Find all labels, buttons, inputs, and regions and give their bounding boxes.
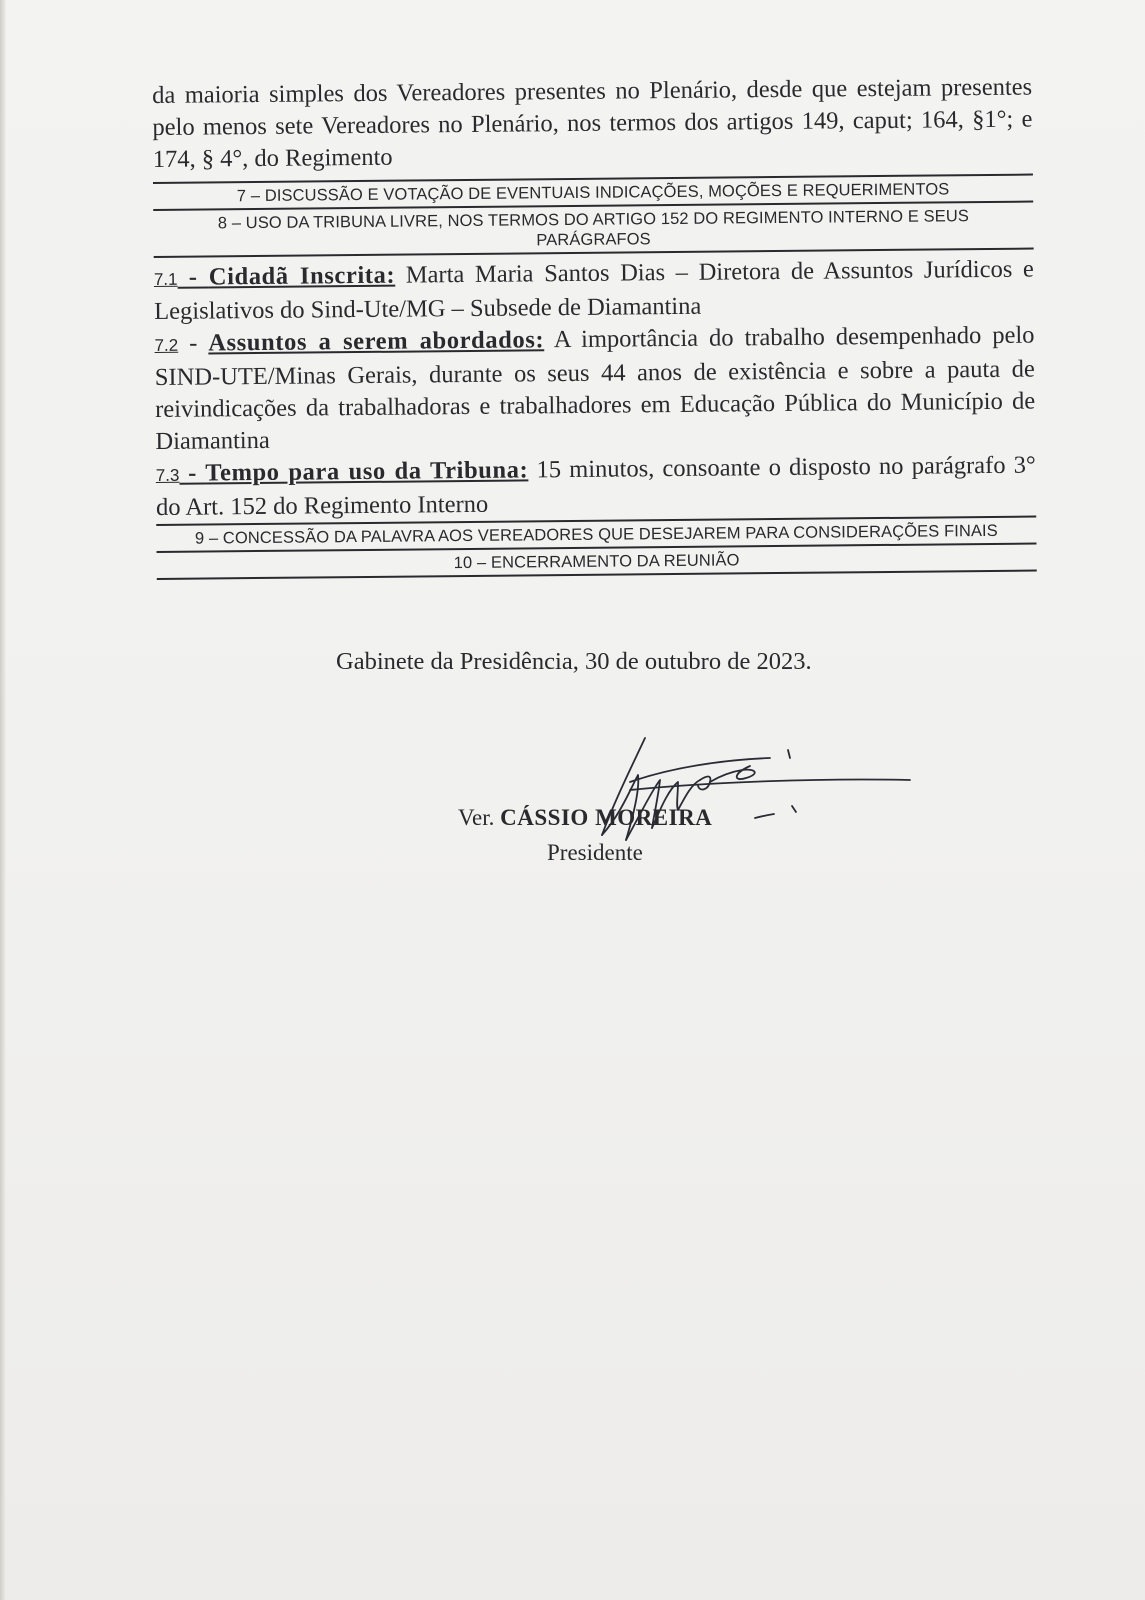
place-date: Gabinete da Presidência, 30 de outubro de 2023. bbox=[336, 648, 812, 675]
agenda-content bbox=[152, 72, 1037, 580]
subitem-7-1-number: 7.1 bbox=[153, 269, 178, 289]
subitem-7-2 bbox=[154, 320, 1035, 458]
subitem-7-2-label: Assuntos a serem abordados: bbox=[208, 326, 545, 357]
subitem-7-3-label: Tempo para uso da Tribuna: bbox=[205, 456, 529, 487]
agenda-item-8-line2: PARÁGRAFOS bbox=[536, 230, 651, 250]
subitem-7-3 bbox=[156, 450, 1037, 524]
subitem-7-2-number: 7.2 bbox=[154, 335, 179, 355]
agenda-item-8 bbox=[153, 203, 1033, 258]
subitem-7-1-text: Marta Maria Santos Dias – Diretora de Assuntos Jurídicos e Legislativos do Sind-Ute/MG – Subsede de Diamantina bbox=[154, 255, 1035, 325]
agenda-item-9: 9 – CONCESSÃO DA PALAVRA AOS VEREADORES QUE DESEJAREM PARA CONSIDERAÇÕES FINAIS bbox=[156, 516, 1036, 553]
continuation-paragraph: da maioria simples dos Vereadores presentes no Plenário, desde que estejam presentes pelo menos sete Vereadores no Plenário, nos termos dos artigos 149, caput; 164, §1°; e 174, § 4°, do Regimento bbox=[152, 73, 1033, 173]
signer-prefix: Ver. bbox=[458, 805, 501, 830]
subitem-7-1-dash: - bbox=[177, 263, 209, 291]
signer-name: CÁSSIO MOREIRA bbox=[500, 805, 713, 830]
subitem-7-3-text: 15 minutos, consoante o disposto no parágrafo 3° do Art. 152 do Regimento Interno bbox=[155, 451, 1036, 521]
agenda-item-7: 7 – DISCUSSÃO E VOTAÇÃO DE EVENTUAIS INDICAÇÕES, MOÇÕES E REQUERIMENTOS bbox=[153, 174, 1033, 211]
signer-line bbox=[458, 805, 712, 831]
agenda-item-10: 10 – ENCERRAMENTO DA REUNIÃO bbox=[157, 545, 1037, 580]
subitem-7-1 bbox=[154, 254, 1035, 328]
subitem-7-3-dash: - bbox=[179, 459, 206, 487]
signer-role: Presidente bbox=[547, 840, 643, 865]
agenda-item-8-line1: 8 – USO DA TRIBUNA LIVRE, NOS TERMOS DO ARTIGO 152 DO REGIMENTO INTERNO E SEUS bbox=[217, 207, 969, 233]
subitem-7-2-dash: - bbox=[178, 329, 209, 357]
subitem-7-1-label: Cidadã Inscrita: bbox=[208, 261, 396, 291]
subitem-7-3-number: 7.3 bbox=[155, 465, 180, 485]
subitem-7-2-text: A importância do trabalho desempenhado pelo SIND-UTE/Minas Gerais, durante os seus 44 anos de existência e sobre a pauta de reivindicações da trabalhadoras e trabalhadores em Educação Pública do Município de Diamantina bbox=[154, 321, 1036, 455]
page-edge bbox=[0, 0, 6, 1600]
